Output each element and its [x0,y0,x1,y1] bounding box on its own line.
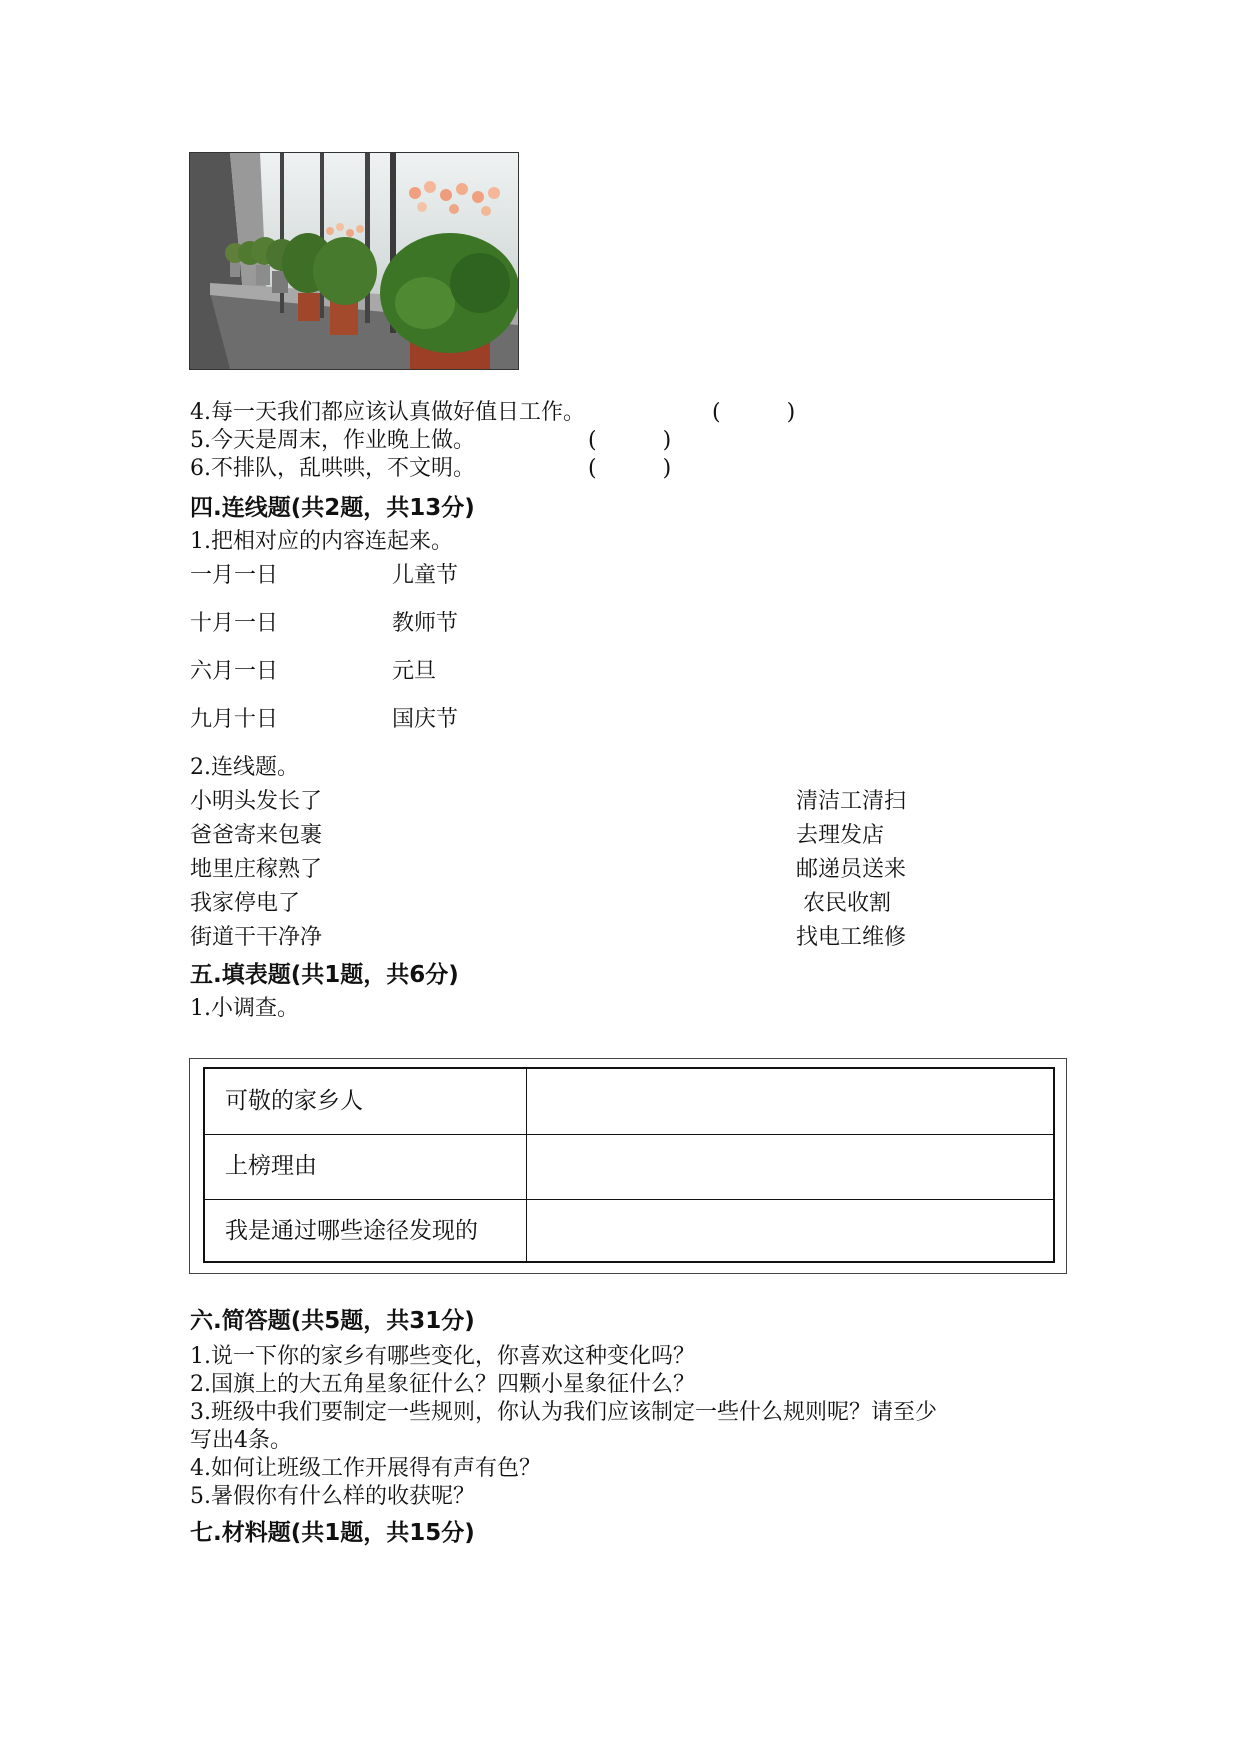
survey-row [205,1069,1053,1135]
short-answer-question: 1.说一下你的家乡有哪些变化，你喜欢这种变化吗？ [190,1344,695,1369]
short-answer-question: 4.如何让班级工作开展得有声有色？ [190,1456,541,1481]
judgement-answer-blank-5[interactable]: ( ) [588,428,672,453]
judgement-answer-blank-6[interactable]: ( ) [588,456,672,481]
survey-row-label: 可敬的家乡人 [225,1088,363,1114]
survey-column-divider [526,1069,527,1261]
match-right-item[interactable]: 农民收割 [796,891,891,916]
section-6-heading: 六.简答题(共5题，共31分) [190,1308,475,1334]
balcony-flowers-photo [189,152,519,370]
match-right-item[interactable]: 邮递员送来 [796,857,907,882]
survey-table-frame [189,1058,1067,1274]
match-left-item[interactable]: 街道干干净净 [190,925,323,950]
match-right-item[interactable]: 教师节 [392,611,459,636]
section-4-q1-prompt: 1.把相对应的内容连起来。 [190,529,453,554]
short-answer-question: 2.国旗上的大五角星象征什么？四颗小星象征什么？ [190,1372,695,1397]
short-answer-question: 3.班级中我们要制定一些规则，你认为我们应该制定一些什么规则呢？请至少 [190,1400,937,1425]
match-left-item[interactable]: 小明头发长了 [190,789,323,814]
survey-row-label: 上榜理由 [225,1153,317,1179]
match-right-item[interactable]: 国庆节 [392,707,459,732]
match-left-item[interactable]: 六月一日 [190,659,279,684]
survey-row [205,1134,1053,1200]
section-4-heading: 四.连线题(共2题，共13分) [190,495,475,521]
survey-table [203,1067,1055,1263]
judgement-answer-blank-4[interactable]: ( ) [712,400,796,425]
match-right-item[interactable]: 去理发店 [796,823,885,848]
short-answer-question: 5.暑假你有什么样的收获呢？ [190,1484,475,1509]
match-left-item[interactable]: 地里庄稼熟了 [190,857,323,882]
judgement-item-6: 6.不排队，乱哄哄，不文明。 [190,456,475,481]
survey-row [205,1199,1053,1261]
judgement-item-4: 4.每一天我们都应该认真做好值日工作。 [190,400,585,425]
match-left-item[interactable]: 爸爸寄来包裹 [190,823,323,848]
match-left-item[interactable]: 一月一日 [190,563,279,588]
match-right-item[interactable]: 儿童节 [392,563,459,588]
short-answer-question-continued: 写出4条。 [190,1428,292,1453]
match-right-item[interactable]: 清洁工清扫 [796,789,907,814]
section-5-q1-prompt: 1.小调查。 [190,996,299,1021]
match-right-item[interactable]: 元旦 [392,659,437,684]
match-left-item[interactable]: 十月一日 [190,611,279,636]
match-right-item[interactable]: 找电工维修 [796,925,907,950]
survey-row-label: 我是通过哪些途径发现的 [225,1218,478,1244]
match-left-item[interactable]: 我家停电了 [190,891,301,916]
judgement-item-5: 5.今天是周末，作业晚上做。 [190,428,475,453]
section-4-q2-prompt: 2.连线题。 [190,755,299,780]
section-7-heading: 七.材料题(共1题，共15分) [190,1520,475,1546]
match-left-item[interactable]: 九月十日 [190,707,279,732]
section-5-heading: 五.填表题(共1题，共6分) [190,962,459,988]
